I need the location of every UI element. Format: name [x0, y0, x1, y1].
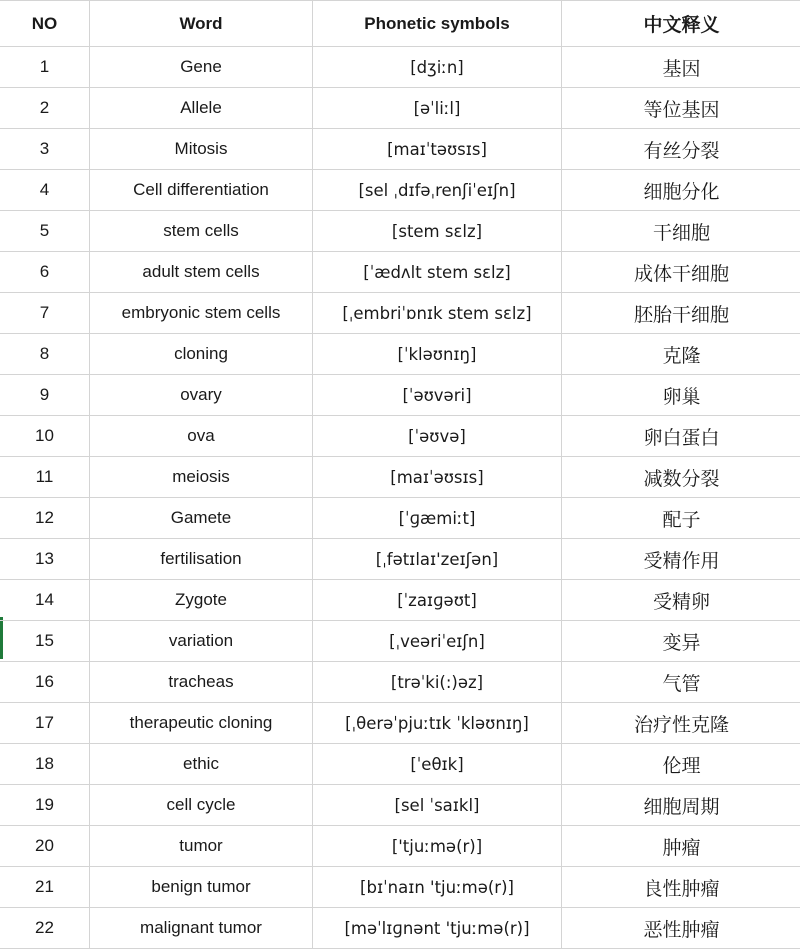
cell-phonetic[interactable]: [trəˈki(:)əz] — [313, 662, 562, 703]
table-row — [0, 47, 800, 88]
cell-chinese[interactable]: 基因 — [562, 47, 800, 88]
cell-no[interactable]: 2 — [0, 88, 90, 129]
header-word[interactable]: Word — [90, 1, 313, 47]
cell-chinese[interactable]: 胚胎干细胞 — [562, 293, 800, 334]
header-row — [0, 1, 800, 47]
table-row — [0, 211, 800, 252]
cell-word[interactable]: ova — [90, 416, 313, 457]
cell-chinese[interactable]: 等位基因 — [562, 88, 800, 129]
cell-no[interactable]: 15 — [0, 621, 90, 662]
table-row — [0, 416, 800, 457]
table-row — [0, 293, 800, 334]
cell-chinese[interactable]: 受精作用 — [562, 539, 800, 580]
cell-phonetic[interactable]: [ˈəʊvə] — [313, 416, 562, 457]
cell-phonetic[interactable]: [məˈlɪɡnənt 'tjuːmə(r)] — [313, 908, 562, 949]
cell-phonetic[interactable]: [bɪˈnaɪn 'tjuːmə(r)] — [313, 867, 562, 908]
cell-chinese[interactable]: 克隆 — [562, 334, 800, 375]
table-row — [0, 662, 800, 703]
table-row — [0, 88, 800, 129]
table-row — [0, 170, 800, 211]
cell-no[interactable]: 8 — [0, 334, 90, 375]
table-row — [0, 826, 800, 867]
cell-word[interactable]: fertilisation — [90, 539, 313, 580]
cell-no[interactable]: 4 — [0, 170, 90, 211]
cell-chinese[interactable]: 卵白蛋白 — [562, 416, 800, 457]
cell-word[interactable]: Allele — [90, 88, 313, 129]
cell-no[interactable]: 11 — [0, 457, 90, 498]
cell-word[interactable]: meiosis — [90, 457, 313, 498]
cell-chinese[interactable]: 有丝分裂 — [562, 129, 800, 170]
cell-word[interactable]: ovary — [90, 375, 313, 416]
cell-chinese[interactable]: 成体干细胞 — [562, 252, 800, 293]
cell-phonetic[interactable]: [ˌveəriˈeɪʃn] — [313, 621, 562, 662]
cell-word[interactable]: embryonic stem cells — [90, 293, 313, 334]
cell-phonetic[interactable]: [ˈkləʊnɪŋ] — [313, 334, 562, 375]
cell-phonetic[interactable]: [stem sɛlz] — [313, 211, 562, 252]
cell-chinese[interactable]: 卵巢 — [562, 375, 800, 416]
cell-phonetic[interactable]: [ˌθerəˈpjuːtɪk ˈkləʊnɪŋ] — [313, 703, 562, 744]
cell-word[interactable]: therapeutic cloning — [90, 703, 313, 744]
cell-word[interactable]: adult stem cells — [90, 252, 313, 293]
header-chinese[interactable]: 中文释义 — [562, 1, 800, 47]
cell-no[interactable]: 19 — [0, 785, 90, 826]
cell-word[interactable]: cell cycle — [90, 785, 313, 826]
table-row — [0, 580, 800, 621]
table-row — [0, 539, 800, 580]
cell-no[interactable]: 20 — [0, 826, 90, 867]
cell-no[interactable]: 1 — [0, 47, 90, 88]
cell-no[interactable]: 3 — [0, 129, 90, 170]
cell-phonetic[interactable]: [sel ˈsaɪkl] — [313, 785, 562, 826]
cell-chinese[interactable]: 治疗性克隆 — [562, 703, 800, 744]
table-row — [0, 908, 800, 949]
cell-no[interactable]: 16 — [0, 662, 90, 703]
cell-chinese[interactable]: 受精卵 — [562, 580, 800, 621]
cell-word[interactable]: variation — [90, 621, 313, 662]
cell-phonetic[interactable]: [ˈɡæmiːt] — [313, 498, 562, 539]
cell-word[interactable]: tumor — [90, 826, 313, 867]
cell-no[interactable]: 21 — [0, 867, 90, 908]
cell-phonetic[interactable]: [maɪˈtəʊsɪs] — [313, 129, 562, 170]
cell-no[interactable]: 9 — [0, 375, 90, 416]
cell-no[interactable]: 13 — [0, 539, 90, 580]
table-row — [0, 703, 800, 744]
cell-phonetic[interactable]: [ˈzaɪɡəʊt] — [313, 580, 562, 621]
cell-chinese[interactable]: 气管 — [562, 662, 800, 703]
cell-word[interactable]: Zygote — [90, 580, 313, 621]
cell-no[interactable]: 22 — [0, 908, 90, 949]
cell-word[interactable]: Gene — [90, 47, 313, 88]
cell-no[interactable]: 17 — [0, 703, 90, 744]
cell-no[interactable]: 7 — [0, 293, 90, 334]
cell-no[interactable]: 14 — [0, 580, 90, 621]
table-row — [0, 334, 800, 375]
table-row — [0, 744, 800, 785]
table-row — [0, 621, 800, 662]
cell-chinese[interactable]: 细胞周期 — [562, 785, 800, 826]
cell-chinese[interactable]: 伦理 — [562, 744, 800, 785]
table-row — [0, 867, 800, 908]
cell-word[interactable]: benign tumor — [90, 867, 313, 908]
cell-chinese[interactable]: 干细胞 — [562, 211, 800, 252]
cell-chinese[interactable]: 细胞分化 — [562, 170, 800, 211]
cell-chinese[interactable]: 良性肿瘤 — [562, 867, 800, 908]
cell-phonetic[interactable]: [maɪˈəʊsɪs] — [313, 457, 562, 498]
table-row — [0, 457, 800, 498]
cell-chinese[interactable]: 配子 — [562, 498, 800, 539]
cell-chinese[interactable]: 变异 — [562, 621, 800, 662]
cell-phonetic[interactable]: [sel ˌdɪfəˌrenʃiˈeɪʃn] — [313, 170, 562, 211]
cell-no[interactable]: 12 — [0, 498, 90, 539]
table-row — [0, 252, 800, 293]
cell-phonetic[interactable]: [ˌfətɪlaɪ'zeɪʃən] — [313, 539, 562, 580]
cell-word[interactable]: ethic — [90, 744, 313, 785]
cell-word[interactable]: Gamete — [90, 498, 313, 539]
cell-word[interactable]: malignant tumor — [90, 908, 313, 949]
cell-phonetic[interactable]: ['tjuːmə(r)] — [313, 826, 562, 867]
cell-chinese[interactable]: 恶性肿瘤 — [562, 908, 800, 949]
table-row — [0, 498, 800, 539]
cell-word[interactable]: Mitosis — [90, 129, 313, 170]
table-row — [0, 375, 800, 416]
cell-word[interactable]: cloning — [90, 334, 313, 375]
table-row — [0, 785, 800, 826]
table-row — [0, 129, 800, 170]
cell-no[interactable]: 10 — [0, 416, 90, 457]
cell-phonetic[interactable]: [ˈeθɪk] — [313, 744, 562, 785]
cell-phonetic[interactable]: [ˈædʌlt stem sɛlz] — [313, 252, 562, 293]
cell-chinese[interactable]: 肿瘤 — [562, 826, 800, 867]
cell-word[interactable]: stem cells — [90, 211, 313, 252]
header-no[interactable]: NO — [0, 1, 90, 47]
cell-phonetic[interactable]: [ˌembriˈɒnɪk stem sɛlz] — [313, 293, 562, 334]
header-phonetic[interactable]: Phonetic symbols — [313, 1, 562, 47]
cell-no[interactable]: 18 — [0, 744, 90, 785]
cell-no[interactable]: 5 — [0, 211, 90, 252]
cell-chinese[interactable]: 减数分裂 — [562, 457, 800, 498]
cell-no[interactable]: 6 — [0, 252, 90, 293]
cell-word[interactable]: Cell differentiation — [90, 170, 313, 211]
cell-phonetic[interactable]: [dʒiːn] — [313, 47, 562, 88]
cell-phonetic[interactable]: [ˈəʊvəri] — [313, 375, 562, 416]
cell-word[interactable]: tracheas — [90, 662, 313, 703]
cell-phonetic[interactable]: [əˈliːl] — [313, 88, 562, 129]
